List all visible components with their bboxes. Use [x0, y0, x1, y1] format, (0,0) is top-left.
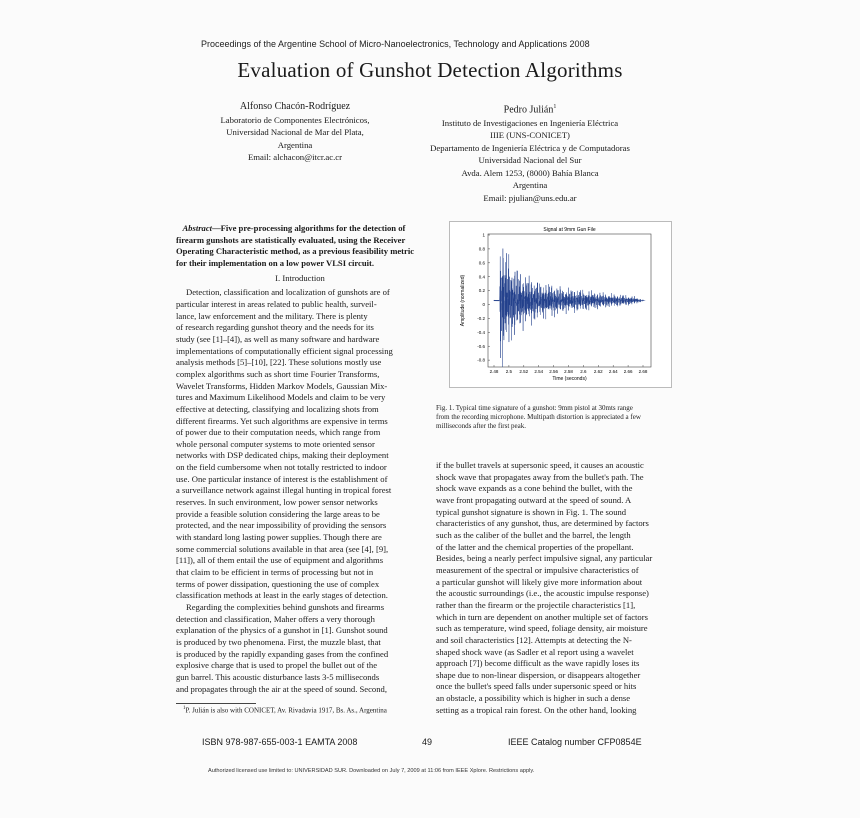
- caption-line: milliseconds after the first peak.: [436, 422, 526, 431]
- body-line: an obstacle, a possibility which is higher in such a dense: [436, 693, 631, 704]
- body-line: that claim to be efficient in terms of processing but not in: [176, 567, 374, 578]
- y-tick-label: 0.4: [478, 274, 485, 280]
- body-line: use. One particular instance of interest is the establishment of: [176, 473, 388, 484]
- body-line: complex algorithms such as short time Fourier Transforms,: [176, 368, 380, 379]
- abstract-label: Abstract: [182, 223, 213, 233]
- x-tick-label: 2.5: [505, 369, 513, 374]
- author-email[interactable]: Email: alchacon@itcr.ac.cr: [247, 152, 343, 162]
- body-line: a surveillance network against illegal hunting in tropical forest: [176, 485, 392, 496]
- body-line: of research regarding gunshot theory and the needs for its: [176, 322, 374, 333]
- body-line: rather than the firearm or the projectile characteristics [1],: [436, 599, 636, 610]
- x-axis-label: Time (seconds): [552, 376, 587, 382]
- author-footnote-mark: 1: [553, 104, 557, 110]
- body-line: tures and Maximum Likelihood Models and claim to be very: [176, 392, 386, 403]
- x-tick-label: 2.52: [519, 369, 529, 374]
- body-line: implementations of computationally efficient signal processing: [176, 345, 393, 356]
- abstract-line: Operating Characteristic method, as a previous feasibility metric: [176, 246, 415, 257]
- footnote: [183, 706, 387, 714]
- footnote-rule: [176, 703, 256, 704]
- body-line: different firearms. Yet such algorithms are expensive in terms: [176, 415, 388, 426]
- author-block-2: [395, 101, 665, 204]
- body-line: [11]), all of them entail the use of equipment and algorithms: [176, 555, 384, 566]
- body-line: wave front propagating outward at the speed of sound. A: [436, 494, 632, 505]
- body-line: shape due to non-linear dispersion, or disappears altogether: [436, 669, 641, 680]
- body-line: such as the caliber of the bullet and the barrel, the length: [436, 529, 631, 540]
- left-body-text: [176, 287, 424, 695]
- body-line: such as temperature, wind speed, foliage density, air moisture: [436, 623, 648, 634]
- body-line: shaped shock wave (as Sadler et al report using a wavelet: [436, 646, 634, 657]
- y-tick-label: -0.4: [477, 329, 485, 335]
- y-tick-label: 0.6: [478, 260, 485, 266]
- caption-line: Fig. 1. Typical time signature of a gunshot: 9mm pistol at 30mts range: [436, 404, 633, 412]
- author-name: Alfonso Chacón-Rodríguez: [239, 101, 351, 112]
- body-line: classification methods at least in the early stages of detection.: [176, 590, 388, 601]
- abstract-line: firearm gunshots are statistically evaluated, using the Receiver: [176, 234, 406, 245]
- body-line: Wavelet Transforms, Hidden Markov Models, Gaussian Mix-: [176, 380, 388, 391]
- body-line: on the field cumbersome when not totally restricted to indoor: [176, 462, 387, 473]
- body-line: measurement of the spectral or impulsive characteristics of: [436, 564, 639, 575]
- footer-catalog: IEEE Catalog number CFP0854E: [508, 737, 642, 747]
- paper-title: Evaluation of Gunshot Detection Algorithms: [237, 58, 623, 82]
- body-line: study (see [1]–[4]), as well as many software and hardware: [176, 333, 380, 344]
- author-name-line: [395, 101, 665, 117]
- body-line: gun barrel. This acoustic disturbance lasts 3-5 milliseconds: [176, 671, 380, 682]
- author-affiliation-line: Avda. Alem 1253, (8000) Bahía Blanca: [461, 167, 599, 178]
- x-tick-label: 2.54: [534, 369, 544, 374]
- author-affiliation-line: IIIE (UNS-CONICET): [490, 130, 570, 141]
- footnote-mark: 1: [183, 706, 186, 711]
- body-line: Besides, being a nearly perfect impulsive signal, any particular: [436, 553, 653, 564]
- x-tick-label: 2.64: [608, 369, 618, 374]
- caption-line: from the recording microphone. Multipath distortion is appreciated a few: [436, 413, 641, 422]
- author-affiliation-line: Departamento de Ingeniería Eléctrica y de Computadoras: [430, 142, 630, 153]
- body-line: a particular gunshot will likely give more information about: [436, 576, 643, 587]
- y-tick-label: 0.2: [478, 288, 485, 294]
- y-tick-label: -0.8: [477, 357, 485, 363]
- body-line: once the bullet's speed falls under supersonic speed or hits: [436, 681, 637, 692]
- x-tick-label: 2.48: [489, 369, 499, 374]
- figure-1: [449, 221, 672, 388]
- x-tick-label: 2.56: [549, 369, 558, 374]
- figure-caption: [436, 404, 684, 432]
- body-line: lance, law enforcement and the military. There is plenty: [176, 310, 368, 321]
- license-notice: Authorized licensed use limited to: UNIVERSIDAD SUR. Downloaded on July 7, 2009 at 11:06 from IEEE Xplore. Restrictions apply.: [208, 768, 535, 774]
- author-affiliation-line: Universidad Nacional de Mar del Plata,: [226, 127, 364, 137]
- body-line: reserves. In such environment, low power sensor networks: [176, 497, 378, 508]
- body-line: particular interest in areas related to public health, surveil-: [176, 298, 377, 309]
- body-line: is produced by two phenomena. First, the muzzle blast, that: [176, 636, 381, 647]
- author-affiliation-line: Laboratorio de Componentes Electrónicos,: [220, 114, 370, 125]
- body-line: typical gunshot signature is shown in Fig. 1. The sound: [436, 506, 627, 517]
- body-line: of the latter and the chemical properties of the propellant.: [436, 541, 634, 552]
- section-heading: I. Introduction: [275, 272, 325, 283]
- body-line: shock wave expands as a cone behind the bullet, with the: [436, 483, 633, 494]
- abstract-line: [176, 223, 424, 235]
- body-line: detection and classification, Maher offers a very thorough: [176, 613, 375, 624]
- body-line: Detection, classification and localization of gunshots are of: [186, 287, 390, 298]
- left-column: [176, 223, 424, 695]
- y-tick-label: 0: [482, 302, 485, 308]
- y-tick-label: -0.6: [477, 343, 485, 349]
- gunshot-signal-chart: [450, 222, 671, 387]
- body-line: provide a feasible solution considering the large areas to be: [176, 508, 380, 519]
- body-line: explanation of the physics of a gunshot in [1]. Gunshot sound: [176, 625, 388, 636]
- body-line: of power due to their computation needs, which range from: [176, 427, 381, 438]
- body-line: and propagates through the air at the speed of sound. Second,: [176, 683, 387, 694]
- author-email[interactable]: Email: pjulian@uns.edu.ar: [483, 192, 577, 203]
- author-affiliation-line: Universidad Nacional del Sur: [478, 155, 582, 166]
- chart-title: Signal at 9mm Gun File: [543, 227, 596, 233]
- body-line: shock wave that propagates away from the bullet's path. The: [436, 471, 644, 482]
- right-column: [436, 460, 684, 716]
- body-line: protected, and the near impossibility of providing the sensors: [176, 520, 387, 531]
- body-line: terms of power dissipation, questioning the use of complex: [176, 578, 380, 589]
- proceedings-header: Proceedings of the Argentine School of Micro-Nanoelectronics, Technology and Applications 2008: [201, 39, 590, 49]
- body-line: analysis methods [5]–[10], [22]. These solutions mostly use: [176, 357, 382, 368]
- footnote-text: P. Julián is also with CONICET, Av. Rivadavia 1917, Bs. As., Argentina: [185, 706, 387, 715]
- body-line: which in turn are dependent on another multiple set of factors: [436, 611, 648, 622]
- author-affiliation-line: Instituto de Investigaciones en Ingeniería Eléctrica: [441, 117, 619, 128]
- x-tick-label: 2.6: [580, 369, 587, 374]
- author-affiliation-line: Argentina: [277, 139, 313, 150]
- body-line: networks with DSP dedicated chips, making their deployment: [176, 450, 389, 461]
- x-tick-label: 2.62: [593, 369, 603, 374]
- body-line: approach [7]) become difficult as the wave rapidly loses its: [436, 658, 640, 669]
- y-axis-label: Amplitude (normalized): [460, 274, 466, 327]
- body-line: whole personal computer systems to mote oriented sensor: [176, 438, 375, 449]
- abstract-text: —Five pre-processing algorithms for the detection of: [212, 223, 406, 233]
- author-block-1: [180, 101, 410, 164]
- y-tick-label: 0.8: [478, 246, 485, 252]
- y-tick-label: -0.2: [477, 316, 485, 322]
- author-affiliation-line: Argentina: [512, 180, 548, 191]
- x-tick-label: 2.66: [623, 369, 633, 374]
- body-line: some commercial solutions available in that area (see [4], [9],: [176, 543, 389, 554]
- author-name: Pedro Julián: [503, 104, 554, 116]
- body-line: is produced by the rapidly expanding gases from the confined: [176, 648, 389, 659]
- y-tick-label: 1: [482, 232, 485, 238]
- body-line: Regarding the complexities behind gunshots and firearms: [186, 602, 385, 612]
- body-line: characteristics of any gunshot, thus, are determined by factors: [436, 518, 649, 529]
- body-line: setting as a tropical rain forest. On the other hand, looking: [436, 704, 637, 715]
- body-line: and soil characteristics [12]. Attempts at detecting the N-: [436, 634, 632, 645]
- body-line: explosive charge that is used to propel the bullet out of the: [176, 660, 378, 671]
- body-line: effective at detecting, classifying and localizing shots from: [176, 403, 379, 414]
- body-line: with standard long lasting power supplies. Though there are: [176, 532, 382, 543]
- x-tick-label: 2.58: [564, 369, 573, 374]
- body-line: the acoustic surroundings (i.e., the acoustic impulse response): [436, 588, 649, 599]
- abstract-line: for their implementation on a low power VLSI circuit.: [176, 257, 375, 268]
- body-line: if the bullet travels at supersonic speed, it causes an acoustic: [436, 460, 644, 470]
- x-tick-label: 2.68: [638, 369, 648, 374]
- page-number: 49: [422, 737, 433, 747]
- footer-isbn: ISBN 978-987-655-003-1 EAMTA 2008: [202, 737, 358, 747]
